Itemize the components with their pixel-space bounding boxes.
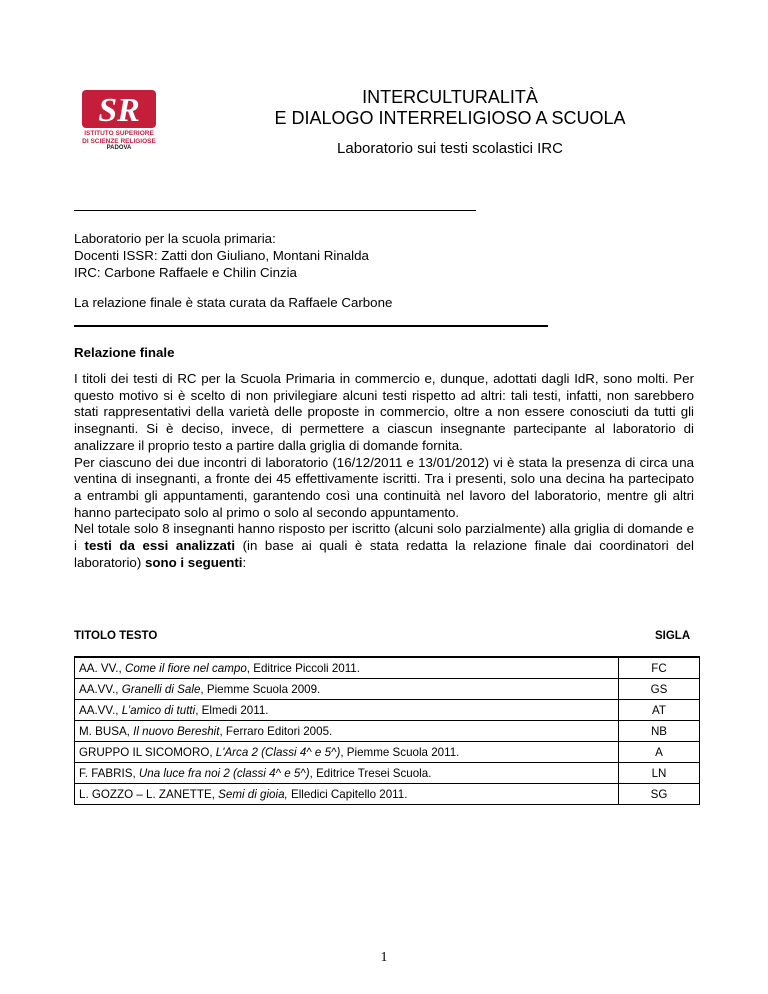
author: M. BUSA,	[79, 724, 134, 738]
table-row	[75, 700, 700, 721]
p3-text-c: :	[242, 554, 247, 570]
table-row	[75, 763, 700, 784]
logo-line1: ISTITUTO SUPERIORE	[84, 130, 154, 137]
table-row	[75, 679, 700, 700]
publisher: Elledici Capitello 2011.	[287, 787, 408, 801]
publisher: , Piemme Scuola 2009.	[200, 682, 321, 696]
cell-sigla: NB	[619, 721, 700, 742]
p3-text-b: (in base ai quali è stata redatta la relazione finale dai coordinatori del laboratorio)	[74, 538, 695, 570]
cell-sigla: FC	[619, 657, 700, 679]
cell-title	[75, 679, 619, 700]
cell-title	[75, 763, 619, 784]
divider-bottom	[74, 325, 548, 327]
paragraph-2: Per ciascuno dei due incontri di laboratorio (16/12/2011 e 13/01/2012) vi è stata la presenza di circa una ventina di insegnanti, a fronte dei 45 effettivamente iscritti. Tra i presenti, solo una decina ha partecipato a entrambi gli appuntamenti, garantendo così una continuità nel lavoro del laboratorio, mentre gli altri hanno partecipato solo al primo o solo al secondo appuntamento.	[74, 454, 694, 520]
cell-title	[75, 700, 619, 721]
publisher: , Elmedi 2011.	[195, 703, 269, 717]
author: AA.VV.,	[79, 703, 122, 717]
book-title: L’amico di tutti	[121, 703, 196, 717]
author: L. GOZZO – L. ZANETTE,	[79, 787, 219, 801]
table-row	[75, 657, 700, 679]
book-title: L'Arca 2 (Classi 4^ e 5^)	[215, 745, 341, 759]
publisher: , Piemme Scuola 2011.	[340, 745, 460, 759]
page-title-line1: INTERCULTURALITÀ	[362, 87, 538, 107]
author: GRUPPO IL SICOMORO,	[79, 745, 216, 759]
book-title: Granelli di Sale	[121, 682, 201, 696]
paragraph-3	[74, 521, 694, 571]
p3-text-a: Nel totale solo 8 insegnanti hanno risposto per iscritto (alcuni solo parzialmente) alla griglia di domande e i	[74, 521, 694, 554]
publisher: , Editrice Tresei Scuola.	[309, 766, 432, 780]
publisher: , Editrice Piccoli 2011.	[246, 661, 360, 675]
cell-title	[75, 742, 619, 763]
table-row	[75, 742, 700, 763]
book-title: Il nuovo Bereshit	[133, 724, 220, 738]
cell-title	[75, 657, 619, 679]
author: F. FABRIS,	[79, 766, 139, 780]
cell-sigla: AT	[619, 700, 700, 721]
logo-caption	[74, 130, 164, 153]
publisher: , Ferraro Editori 2005.	[219, 724, 333, 738]
cell-sigla: SG	[619, 784, 700, 805]
column-header-title: TITOLO TESTO	[74, 630, 158, 642]
texts-table	[74, 656, 700, 805]
info-lab: Laboratorio per la scuola primaria:	[74, 231, 276, 246]
cell-title	[75, 721, 619, 742]
p3-bold-b: sono i seguenti	[144, 554, 243, 570]
cell-sigla: GS	[619, 679, 700, 700]
info-docenti: Docenti ISSR: Zatti don Giuliano, Montani Rinalda	[74, 248, 369, 263]
page-title-line2: E DIALOGO INTERRELIGIOSO A SCUOLA	[274, 108, 626, 128]
report-body	[74, 371, 694, 571]
p3-bold-a: testi da essi analizzati	[84, 538, 236, 554]
page-number: 1	[380, 950, 388, 965]
info-irc: IRC: Carbone Raffaele e Chilin Cinzia	[74, 265, 297, 280]
table-row	[75, 784, 700, 805]
book-title: Una luce fra noi 2 (classi 4^ e 5^)	[138, 766, 310, 780]
logo-initials: SR	[98, 92, 140, 129]
cell-sigla: LN	[619, 763, 700, 784]
issr-logo	[74, 88, 184, 166]
paragraph-1: I titoli dei testi di RC per la Scuola Primaria in commercio e, dunque, adottati dagli IdR, sono molti. Per questo motivo si è scelto di non privilegiare alcuni testi rispetto ad altri: tali testi, infatti, non sarebbero stati rappresentativi della varietà delle proposte in commercio, oltre a non essere conosciuti da tutti gli insegnanti. Si è deciso, invece, di permettere a ciascun insegnante partecipante al laboratorio di analizzare il proprio testo a partire dalla griglia di domande fornita.	[74, 371, 694, 453]
divider-top	[74, 210, 476, 211]
logo-city: PADOVA	[106, 145, 132, 151]
logo-line2: DI SCIENZE RELIGIOSE	[82, 137, 156, 145]
cell-sigla: A	[619, 742, 700, 763]
cell-title	[75, 784, 619, 805]
book-title: Come il fiore nel campo	[124, 661, 247, 675]
page-subtitle: Laboratorio sui testi scolastici IRC	[337, 140, 563, 157]
table-row	[75, 721, 700, 742]
author: AA.VV.,	[79, 682, 122, 696]
column-header-sigla: SIGLA	[655, 630, 691, 642]
info-curata: La relazione finale è stata curata da Raffaele Carbone	[74, 295, 393, 310]
author: AA. VV.,	[79, 661, 125, 675]
sr-logo-mark	[74, 88, 164, 132]
book-title: Semi di gioia,	[218, 787, 288, 801]
section-heading: Relazione finale	[74, 345, 175, 360]
